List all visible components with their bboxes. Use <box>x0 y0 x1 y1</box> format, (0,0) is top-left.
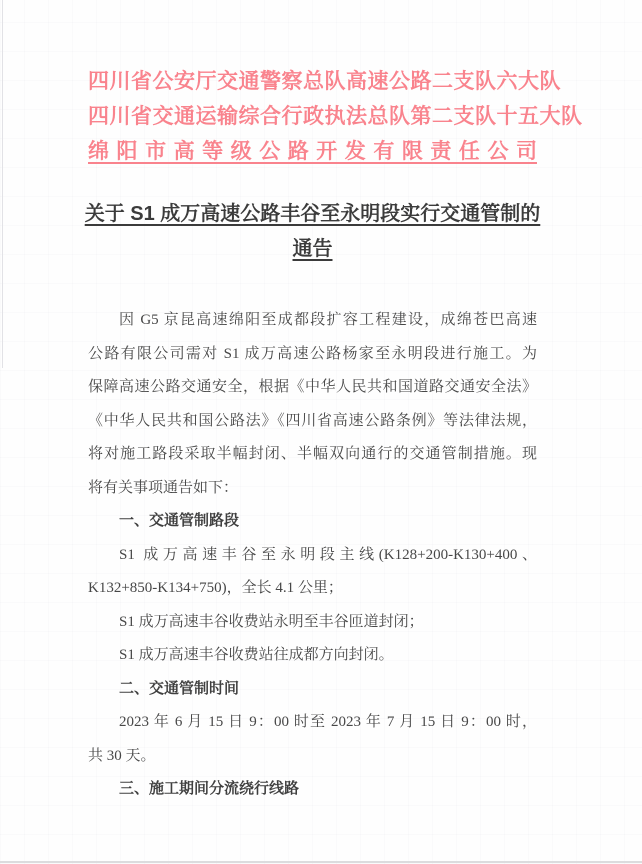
body-line: S1 成万高速丰谷至永明段主线(K128+200-K130+400、 <box>119 546 537 563</box>
issuing-agencies-header <box>88 64 583 169</box>
section-heading-2: 二、交通管制时间 <box>119 680 240 697</box>
notice-title-line2: 通告 <box>292 238 333 260</box>
agency-line-police: 四川省公安厅交通警察总队高速公路二支队六大队 <box>88 70 561 93</box>
section-heading-1: 一、交通管制路段 <box>119 513 240 529</box>
body-line: 将有关事项通告如下： <box>88 479 239 496</box>
body-line: 将对施工路段采取半幅封闭、半幅双向通行的交通管制措施。现 <box>88 446 537 462</box>
scan-edge-artifact-left <box>2 0 3 368</box>
agency-line-highway-company: 绵阳市高等级公路开发有限责任公司 <box>88 140 537 163</box>
body-line: S1 成万高速丰谷收费站往成都方向封闭。 <box>119 647 394 663</box>
body-line: 共 30 天。 <box>88 747 156 764</box>
agency-line-transport-enforcement: 四川省交通运输综合行政执法总队第二支队十五大队 <box>88 105 583 128</box>
body-line: 2023 年 6 月 15 日 9：00 时至 2023 年 7 月 15 日 9：00 时， <box>119 714 537 730</box>
body-line: 保障高速公路交通安全，根据《中华人民共和国道路交通安全法》 <box>88 379 537 395</box>
scan-edge-artifact-bottom <box>0 861 642 863</box>
notice-title-line1: 关于 S1 成万高速公路丰谷至永明段实行交通管制的 <box>84 203 541 225</box>
section-heading-3: 三、施工期间分流绕行线路 <box>119 781 300 797</box>
body-line: 公路有限公司需对 S1 成万高速公路杨家至永明段进行施工。为 <box>88 345 537 362</box>
body-line: 因 G5 京昆高速绵阳至成都段扩容工程建设，成绵苍巴高速 <box>119 312 537 328</box>
notice-body <box>88 304 537 807</box>
body-line: K132+850-K134+750)，全长 4.1 公里； <box>88 580 343 596</box>
body-line: 《中华人民共和国公路法》《四川省高速公路条例》等法律法规， <box>88 412 537 429</box>
body-line: S1 成万高速丰谷收费站永明至丰谷匝道封闭； <box>119 613 424 630</box>
notice-title <box>68 197 557 267</box>
